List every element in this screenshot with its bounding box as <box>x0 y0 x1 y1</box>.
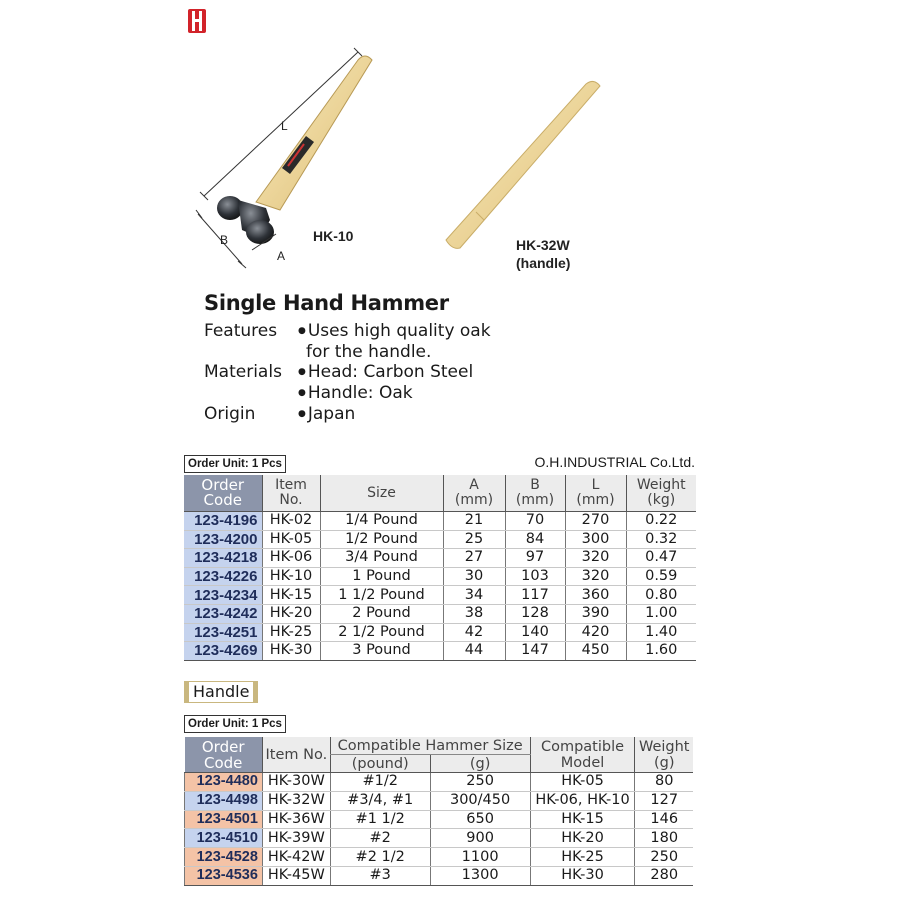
handle-table <box>184 737 693 886</box>
company-name: O.H.INDUSTRIAL Co.Ltd. <box>534 454 695 470</box>
replacement-handle-image <box>446 81 600 248</box>
col-order-code: Order Code <box>185 737 263 773</box>
col-compatible-model: Compatible Model <box>530 737 635 773</box>
col-b: B (mm) <box>505 475 565 512</box>
table-row: 123-4536 HK-45W #3 1300 HK-30 280 <box>185 866 694 885</box>
col-compatible-size: Compatible Hammer Size <box>330 737 530 755</box>
col-a: A (mm) <box>443 475 505 512</box>
order-unit-label: Order Unit: 1 Pcs <box>184 455 286 473</box>
table-row: 123-4269 HK-30 3 Pound 44 147 450 1.60 <box>184 642 696 661</box>
product-illustrations <box>190 40 750 290</box>
hammer-caption: HK-10 <box>313 228 354 244</box>
origin-label: Origin <box>204 404 256 424</box>
col-item-no: Item No. <box>262 475 320 512</box>
table-row: 123-4234 HK-15 1 1/2 Pound 34 117 360 0.80 <box>184 586 696 605</box>
oh-logo-icon <box>187 8 207 34</box>
table-row: 123-4480 HK-30W #1/2 250 HK-05 80 <box>185 773 694 792</box>
col-order-code: Order Code <box>184 475 262 512</box>
handle-section-label: Handle <box>184 681 258 703</box>
col-grams: (g) <box>430 755 530 773</box>
handle-caption-type: (handle) <box>516 255 571 271</box>
table-row: 123-4226 HK-10 1 Pound 30 103 320 0.59 <box>184 567 696 586</box>
product-title: Single Hand Hammer <box>204 291 449 315</box>
features-line-1: ● Uses high quality oak <box>298 321 491 341</box>
col-l: L (mm) <box>565 475 626 512</box>
table-row: 123-4218 HK-06 3/4 Pound 27 97 320 0.47 <box>184 549 696 568</box>
dimension-label-b: B <box>220 233 229 247</box>
materials-label: Materials <box>204 362 282 382</box>
dimension-label-l: L <box>281 119 288 133</box>
hammer-table <box>184 475 696 661</box>
col-weight: Weight (kg) <box>626 475 696 512</box>
col-size: Size <box>320 475 443 512</box>
table-row: 123-4498 HK-32W #3/4, #1 300/450 HK-06, HK-10 127 <box>185 791 694 810</box>
col-item-no: Item No. <box>262 737 330 773</box>
table-row: 123-4528 HK-42W #2 1/2 1100 HK-25 250 <box>185 848 694 867</box>
origin-line-1: ● Japan <box>298 404 355 424</box>
features-label: Features <box>204 321 278 341</box>
features-line-2: for the handle. <box>306 342 432 362</box>
table-row: 123-4501 HK-36W #1 1/2 650 HK-15 146 <box>185 810 694 829</box>
handle-order-unit-label: Order Unit: 1 Pcs <box>184 715 286 733</box>
handle-caption-model: HK-32W <box>516 237 570 253</box>
table-row: 123-4510 HK-39W #2 900 HK-20 180 <box>185 829 694 848</box>
dimension-label-a: A <box>277 249 286 263</box>
col-weight: Weight (g) <box>635 737 693 773</box>
table-header-row <box>185 737 694 755</box>
table-row: 123-4200 HK-05 1/2 Pound 25 84 300 0.32 <box>184 530 696 549</box>
handle-caption <box>516 236 570 272</box>
hammer-handle-image <box>256 56 372 210</box>
col-pound: (pound) <box>330 755 430 773</box>
materials-line-1: ● Head: Carbon Steel <box>298 362 473 382</box>
materials-line-2: ● Handle: Oak <box>298 383 413 403</box>
table-row: 123-4251 HK-25 2 1/2 Pound 42 140 420 1.40 <box>184 623 696 642</box>
table-row: 123-4242 HK-20 2 Pound 38 128 390 1.00 <box>184 604 696 623</box>
table-header-row <box>184 475 696 512</box>
table-row: 123-4196 HK-02 1/4 Pound 21 70 270 0.22 <box>184 512 696 531</box>
